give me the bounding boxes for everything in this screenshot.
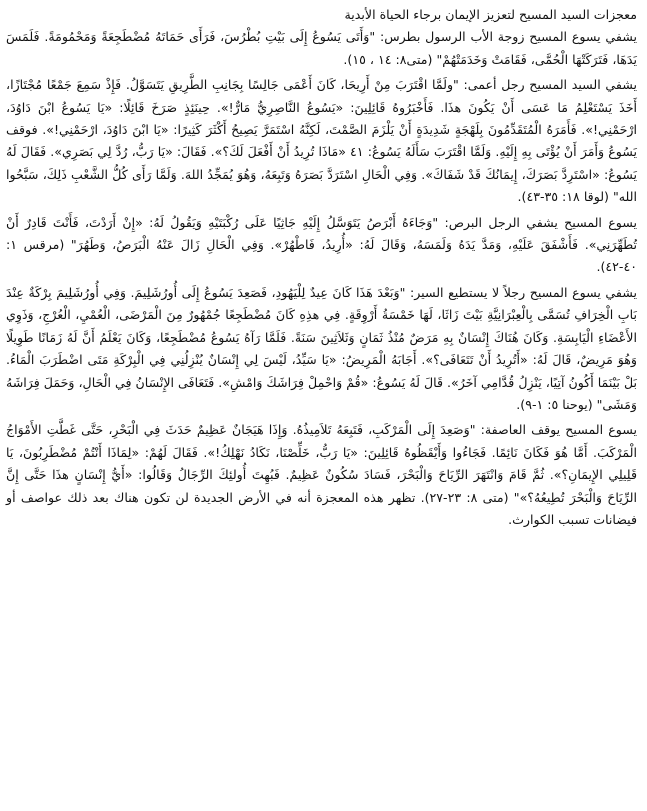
paragraph-intro: يشفي السيد المسيح رجل أعمى:: [463, 77, 637, 93]
paragraph-intro: يشفي يسوع المسيح رجلاً لا يستطيع السير:: [409, 284, 637, 300]
paragraph-body: "ولَمَّا اقْتَرَبَ مِنْ أَرِيحَا، كَانَ أَعْمَى جَالِسًا بِجَانِبِ الطَّرِيقِ يَتَسَوَّلُ. فَإِذْ سَمِعَ جَمْعًا مُجْتَازًا، أَخَذَ يَسْتَعْلِمُ مَا عَسَى أَنْ يَكُونَ هذَا. فَأَخْبَرُوهُ قَائِلِينَ: «يَسُوعُ النَّاصِرِيُّ مَارٌّ!». حِينَئِذٍ صَرَخَ قَائِلًا: «يَا يَسُوعُ ابْنَ دَاوُدَ، ارْحَمْنِي!». فَأَمَرَهُ الْمُتَقَدِّمُونَ بِلَهْجَةٍ شَدِيدَةٍ أَنْ يَلْزَمَ الصَّمْتَ، لَكِنَّهُ اسْتَمَرَّ يَصِيحُ أَكْثَرَ كَثِيرًا: «يَا ابْنَ دَاوُدَ، ارْحَمْنِي!». فوقف يَسُوعُ وَأَمَرَ أَنْ يُؤْتَى بِهِ إِلَيْهِ. وَلَمَّا اقْتَرَبَ سَأَلَهُ يَسُوعُ: ٤١ «مَاذَا تُرِيدُ أَنْ أَفْعَلَ لَكَ؟». فَقَالَ: «يَا رَبُّ، رُدَّ لِي بَصَرِي». فَقَالَ لَهُ يَسُوعُ: «اسْتَرِدَّ بَصَرَكَ، إِيمَانُكَ قَدْ شَفَاكَ». وَفِي الْحَالِ اسْتَرَدَّ بَصَرَهُ وَتَبِعَهُ، وَهُوَ يُمَجِّدُ اللهَ. وَلَمَّا رَأَى كُلُّ الشَّعْبِ ذَلِكَ، سَبَّحُوا الله" (لوقا ١٨: ٣٥-٤٣).: [6, 77, 637, 205]
paragraph-body: "وَصَعِدَ إِلَى الْمَرْكَبِ، فَتَبِعَهُ تَلاَمِيذُهُ. وَإِذَا هَيَجَانٌ عَظِيمٌ حَدَثَ فِي الْبَحْرِ، حَتَّى غَطَّتِ الأَمْوَاجُ الْمَرْكَبَ. أَمَّا هُوَ فَكَانَ نَائِمًا. فَجَاءُوا وَأَيْقَظُوهُ قَائِلِينَ: «يَا رَبُّ، خَلِّصْنَا، نَكَادُ نَهْلِكُ!». فَقَالَ لَهُمْ: «لِمَاذَا أَنْتُمْ مُضْطَرِبُونَ، يَا قَلِيلِي الإِيمَانِ؟». ثُمَّ قَامَ وَانْتَهَرَ الرِّيَاحَ وَالْبَحْرَ، فَسَادَ سُكُونٌ عَظِيمٌ. فَبُهِتَ أُولئِكَ الرِّجَالُ وَقَالُوا: «أَيُّ إِنْسَانٍ هذَا حَتَّى إِنَّ الرِّيَاحَ وَالْبَحْرَ تُطِيعُهُ؟»" (متى ٨: ٢٣-٢٧). تظهر هذه المعجزة أنه في الأرض الجديدة لن تكون هناك بعد ذلك عواصف أو فيضانات تسبب الكوارث.: [6, 422, 637, 527]
paragraph-intro: يشفي يسوع المسيح زوجة الأب الرسول بطرس:: [379, 29, 637, 45]
paragraph-leper: [6, 212, 637, 279]
paragraph-body: "وَجَاءَهُ أَبْرَصُ يَتَوَسَّلُ إِلَيْهِ جَاثِيًا عَلَى رُكْبَتَيْهِ وَيَقُولُ لَهُ: «إِنْ أَرَدْتَ، فَأَنْتَ قَادِرٌ أَنْ تُطَهِّرَنِي». فَأَشْفَقَ عَلَيْهِ، وَمَدَّ يَدَهُ وَلَمَسَهُ، وَقَالَ لَهُ: «أُرِيدُ، فَاطْهُرْ». وَفِي الْحَالِ زَالَ عَنْهُ الْبَرَصُ، وَطَهُرَ" (مرقس ١: ٤٠-٤٢).: [6, 214, 637, 275]
page-title: معجزات السيد المسيح لتعزيز الإيمان برجاء الحياة الأبدية: [344, 7, 637, 22]
paragraph-peter-mother-in-law: [6, 26, 637, 71]
paragraph-intro: يسوع المسيح يوقف العاصفة:: [480, 422, 637, 438]
paragraph-body: "وَأَتَى يَسُوعُ إِلَى بَيْتِ بُطْرُسَ، فَرَأَى حَمَاتَهُ مُضْطَجِعَةً وَمَحْمُومَةً. فَلَمَسَ يَدَهَا، فَتَرَكَتْهَا الْحُمَّى، فَقَامَتْ وَخَدَمَتْهُمْ" (متى٨: ١٤ ، ١٥).: [6, 29, 637, 67]
paragraph-intro: يسوع المسيح يشفي الرجل البرص:: [444, 214, 637, 230]
paragraph-storm: [6, 419, 637, 531]
paragraph-body: "وَبَعْدَ هَذَا كَانَ عِيدٌ لِلْيَهُودِ، فَصَعِدَ يَسُوعُ إِلَى أُورُشَلِيمَ. وَفِي أُورُشَلِيمَ بِرْكَةٌ عِنْدَ بَابِ الْخِرَافِ تُسَمَّى بِالْعِبْرَانِيَّةِ بَيْتَ زَاثَا، لَهَا خَمْسَةُ أَرْوِقَةٍ. فِي هذِهِ كَانَ مُضْطَجِعًا جُمْهُورٌ مِنَ الْمَرْضَى، الْعُمْيِ، الْعُرْجِ، وَذَوِي الأَعْضَاءِ الْيَابِسَةِ. وَكَانَ هُنَاكَ إِنْسَانٌ بِهِ مَرَضٌ مُنْذُ ثَمَانٍ وَثَلاَثِينَ سَنَةً. فَلَمَّا رَآهُ يَسُوعُ مُضْطَجِعًا، وَكَانَ يَعْلَمُ أَنَّ لَهُ زَمَانًا طَوِيلًا وَهُوَ مَرِيضٌ، قَالَ لَهُ: «أَتُرِيدُ أَنْ تَتَعَافَى؟». أَجَابَهُ الْمَرِيضُ: «يَا سَيِّدُ، لَيْسَ لِي إِنْسَانٌ يُنْزِلُنِي فِي الْبِرْكَةِ مَتَى اضْطَرَبَ الْمَاءُ. بَلْ بَيْنَمَا أَكُونُ آتِيًا، يَنْزِلُ قُدَّامِي آخَرُ». قَالَ لَهُ يَسُوعُ: «قُمْ وَاحْمِلْ فِرَاشَكَ وَامْشِ». فَتَعَافَى الإِنْسَانُ فِي الْحَالِ، وَحَمَلَ فِرَاشَهُ وَمَشَى" (يوحنا ٥: ١-٩).: [6, 284, 637, 412]
paragraph-paralytic: [6, 282, 637, 416]
paragraph-blind-man: [6, 74, 637, 208]
